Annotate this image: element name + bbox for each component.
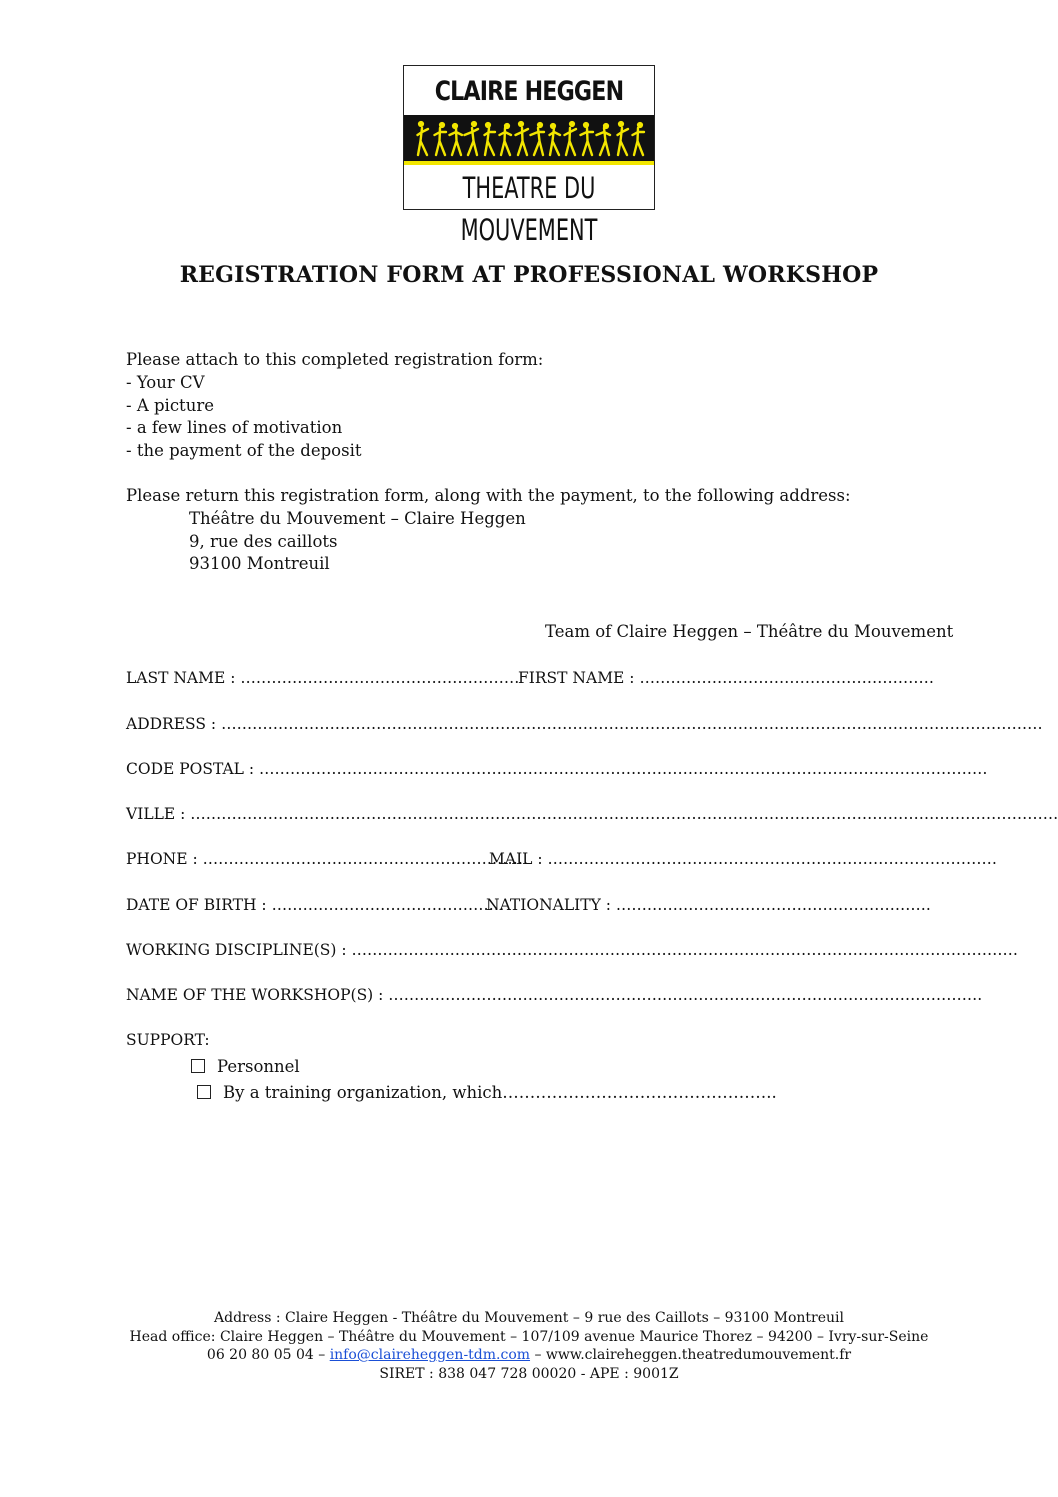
first-name-field[interactable]: FIRST NAME : …………………………………………………	[518, 669, 934, 687]
nationality-field[interactable]: NATIONALITY : …………………………………………………….	[486, 896, 931, 914]
attach-item: - Your CV	[126, 373, 205, 392]
support-option-personnel[interactable]	[191, 1056, 300, 1079]
footer-address: Address : Claire Heggen - Théâtre du Mouvement – 9 rue des Caillots – 93100 Montreuil	[214, 1310, 844, 1326]
attach-item: - the payment of the deposit	[126, 441, 362, 460]
support-option-training-organization[interactable]	[197, 1082, 777, 1105]
dancer-figure	[618, 121, 629, 155]
phone-field[interactable]: PHONE : ………………………………………………………	[126, 850, 529, 868]
dancer-figure	[450, 123, 463, 155]
workshop-names-field[interactable]: NAME OF THE WORKSHOP(S) : …………………………………………………………………………………………………….	[126, 986, 983, 1004]
company-logo	[403, 65, 655, 247]
ville-field[interactable]: VILLE : ……………………………………………………………………………………………………………………………………………………	[126, 805, 1058, 823]
checkbox[interactable]	[197, 1085, 211, 1099]
support-option-label: Personnel	[217, 1057, 300, 1076]
date-of-birth-field[interactable]: DATE OF BIRTH : ………………………………………	[126, 896, 505, 914]
page-title: REGISTRATION FORM AT PROFESSIONAL WORKSHOP	[179, 262, 879, 288]
working-disciplines-field[interactable]: WORKING DISCIPLINE(S) : …………………………………………………………………………………………………………………	[126, 941, 1019, 959]
dancer-figure	[633, 122, 645, 155]
dancer-figure	[418, 121, 429, 155]
attach-item: - a few lines of motivation	[126, 418, 343, 437]
logo-bottom-text: THEATRE DU MOUVEMENT	[460, 171, 598, 247]
logo-top-text: CLAIRE HEGGEN	[434, 76, 624, 107]
dancer-figure	[485, 122, 496, 155]
footer-siret: SIRET : 838 047 728 00020 - APE : 9001Z	[379, 1365, 679, 1382]
dancers-figures-icon	[404, 115, 653, 161]
footer-head-office: Head office: Claire Heggen – Théâtre du Mouvement – 107/109 avenue Maurice Thorez – 94200 – Ivry-sur-Seine	[129, 1328, 929, 1345]
return-address-line: Théâtre du Mouvement – Claire Heggen	[189, 509, 526, 528]
signature: Team of Claire Heggen – Théâtre du Mouvement	[545, 622, 954, 641]
checkbox[interactable]	[191, 1059, 205, 1073]
dancer-figure	[465, 121, 479, 155]
attach-item: - A picture	[126, 396, 214, 415]
code-postal-field[interactable]: CODE POSTAL : ……………………………………………………………………………………………………………………………	[126, 760, 988, 778]
dancer-figure	[581, 122, 594, 155]
email-link[interactable]: info@claireheggen-tdm.com	[329, 1347, 531, 1363]
return-address-line: 93100 Montreuil	[189, 554, 330, 573]
dancer-figure	[565, 121, 577, 155]
last-name-field[interactable]: LAST NAME : ………………………………………………	[126, 669, 520, 687]
dancer-figure	[435, 122, 447, 155]
dancer-figure	[550, 123, 561, 155]
support-option-label: By a training organization, which…………………………………………..	[223, 1083, 777, 1102]
dancer-figure	[516, 121, 529, 155]
dancer-figure	[500, 123, 512, 155]
support-label: SUPPORT:	[126, 1031, 210, 1049]
footer-website: – www.claireheggen.theatredumouvement.fr	[530, 1347, 852, 1363]
return-address-line: 9, rue des caillots	[189, 532, 338, 551]
logo-stripe	[404, 161, 654, 165]
address-field[interactable]: ADDRESS : ……………………………………………………………………………………………………………………………………………	[126, 715, 1043, 733]
attach-intro: Please attach to this completed registration form:	[126, 350, 544, 369]
dancer-figure	[597, 123, 611, 155]
dancer-figure	[531, 122, 545, 155]
footer-contact	[0, 1346, 1058, 1365]
return-intro: Please return this registration form, along with the payment, to the following address:	[126, 486, 851, 505]
mail-field[interactable]: MAIL : ……………………………………………………………………………	[489, 850, 998, 868]
footer-phone: 06 20 80 05 04 –	[206, 1347, 330, 1363]
footer	[0, 1309, 1058, 1383]
logo-dancers-band	[404, 115, 654, 161]
